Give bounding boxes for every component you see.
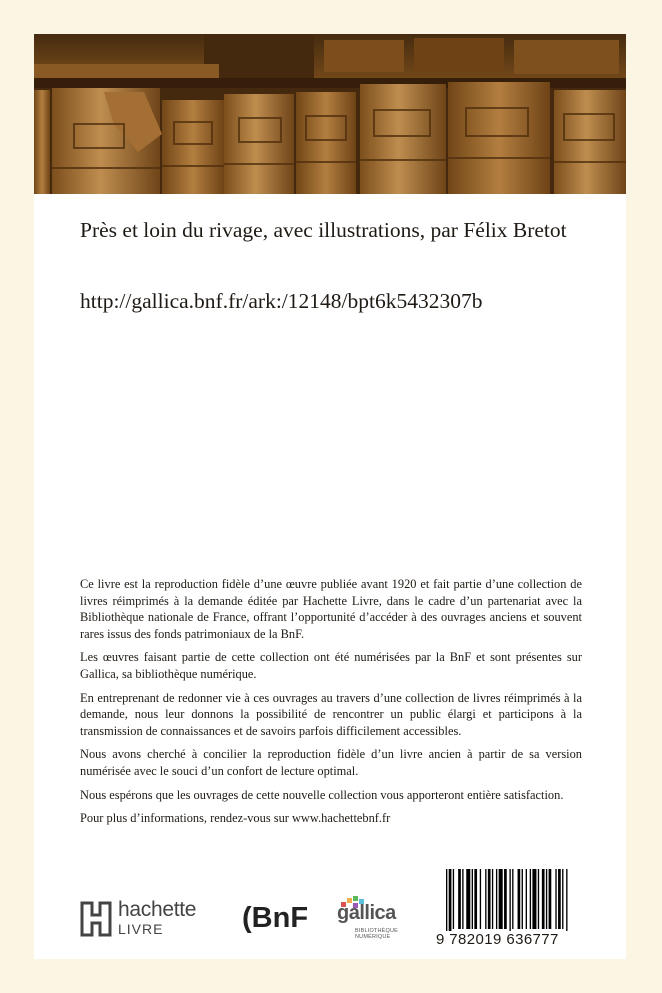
barcode-bar [449,869,452,931]
barcode-bar [522,869,523,929]
notice-paragraph: Pour plus d’informations, rendez-vous sur www.hachettebnf.fr [80,811,391,826]
barcode-bar [453,869,454,929]
gallica-sub-2: NUMÉRIQUE [355,934,391,940]
barcode-bar [496,869,497,929]
back-cover [34,34,626,959]
hachette-mark-icon [80,901,112,937]
gallica-logo [337,896,417,940]
barcode-bar [458,869,461,929]
barcode-bar [562,869,563,929]
barcode-bar [446,869,447,931]
hachette-livre-logo [80,899,220,939]
barcode-bar [530,869,531,929]
barcode-bar [509,869,510,931]
barcode-bar [558,869,561,929]
barcode-bar [555,869,556,929]
barcode-bar [526,869,527,929]
book-spines-banner [34,34,626,194]
barcode-bars [436,865,584,931]
notice-paragraph: Nous espérons que les ouvrages de cette nouvelle collection vous apporteront entière satisfaction. [80,787,564,802]
notice-paragraph: Les œuvres faisant partie de cette collection ont été numérisées par la BnF et sont présentes sur Gallica, sa bibliothèque numérique. [80,650,582,681]
barcode-bar [518,869,521,929]
notice-text [80,576,582,834]
notice-paragraph: Nous avons cherché à concilier la reproduction fidèle d’un livre ancien à partir de sa version numérisée avec le souci d’un confort de lecture optimal. [80,747,582,778]
barcode-bar [546,869,547,929]
book-spines-image [34,34,626,194]
barcode-bar [472,869,473,929]
hachette-name: hachette [118,898,197,921]
barcode-bar [538,869,539,929]
barcode-bar [566,869,567,931]
barcode-bar [462,869,463,929]
barcode-bar [542,869,545,929]
notice-paragraph: Ce livre est la reproduction fidèle d’une œuvre publiée avant 1920 et fait partie d’une collection de livres réimprimés à la demande éditée par Hachette Livre, dans le cadre d’un partenariat avec la Bibliothèque nationale de France, offrant l’opportunité d’accéder à des ouvrages anciens et souvent rares issus des fonds patrimoniaux de la BnF. [80,577,582,641]
notice-paragraph: En entreprenant de redonner vie à ces ouvrages au travers d’une collection de livres réimprimés à la demande, nous leur donnons la possibilité de rencontrer un public élargi et participons à la transmission de connaissances et de savoirs parfois difficilement accessibles. [80,690,582,738]
barcode-bar [474,869,477,929]
bnf-logo: (BnF [242,902,309,934]
barcode-bar [466,869,470,929]
barcode-digits: 9 782019 636777 [436,931,559,948]
isbn-barcode [436,865,584,951]
barcode-bar [532,869,536,929]
barcode-bar [485,869,486,929]
hachette-sub: LIVRE [118,921,164,937]
barcode-bar [492,869,493,929]
book-title: Près et loin du rivage, avec illustrations, par Félix Bretot [80,218,567,242]
barcode-bar [480,869,481,929]
gallica-url[interactable]: http://gallica.bnf.fr/ark:/12148/bpt6k5432307b [80,289,483,313]
barcode-bar [504,869,507,929]
gallica-word: gallica [337,902,396,924]
barcode-bar [512,869,513,929]
gallica-sub-1: BIBLIOTHÈQUE [355,928,399,934]
barcode-bar [488,869,491,929]
barcode-bar [499,869,503,929]
barcode-bar [549,869,552,929]
